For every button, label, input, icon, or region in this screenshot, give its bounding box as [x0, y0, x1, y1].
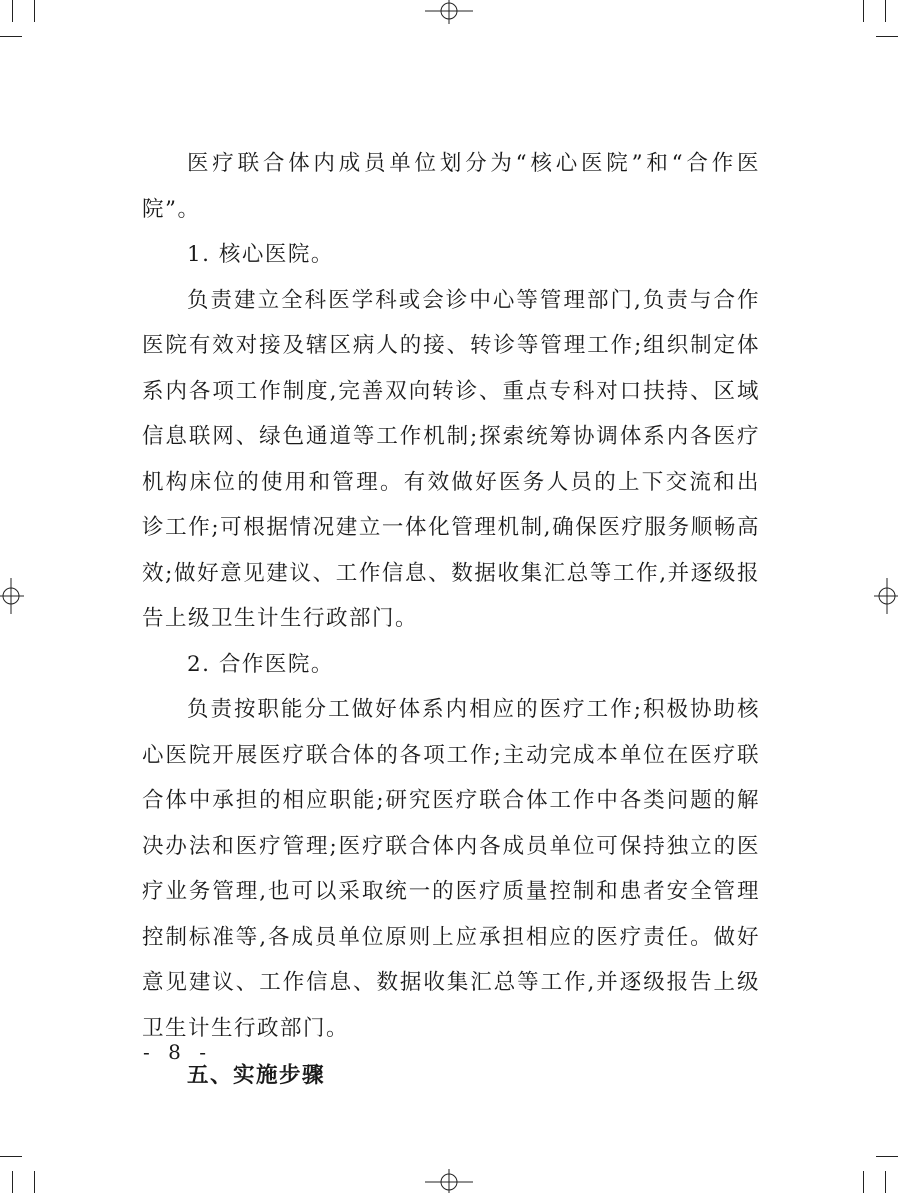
section-heading: 五、实施步骤	[187, 1063, 326, 1088]
registration-target-icon	[425, 1169, 473, 1193]
partner-hospital-paragraph: 负责按职能分工做好体系内相应的医疗工作;积极协助核心医院开展医疗联合体的各项工作;主动完成本单位在医疗联合体中承担的相应职能;研究医疗联合体工作中各类问题的解决办法和医疗管理;医疗联合体内各成员单位可保持独立的医疗业务管理,也可以采取统一的医疗质量控制和患者安全管理控制标准等,各成员单位原则上应承担相应的医疗责任。做好意见建议、工作信息、数据收集汇总等工作,并逐级报告上级卫生计生行政部门。	[142, 697, 760, 1041]
crop-mark-icon	[864, 1157, 898, 1193]
subheading-core-hospital: 1. 核心医院。	[187, 242, 334, 267]
intro-paragraph: 医疗联合体内成员单位划分为“核心医院”和“合作医院”。	[142, 151, 760, 222]
registration-target-icon	[0, 578, 24, 614]
core-hospital-paragraph: 负责建立全科医学科或会诊中心等管理部门,负责与合作医院有效对接及辖区病人的接、转诊等管理工作;组织制定体系内各项工作制度,完善双向转诊、重点专科对口扶持、区域信息联网、绿色通道等工作机制;探索统筹协调体系内各医疗机构床位的使用和管理。有效做好医务人员的上下交流和出诊工作;可根据情况建立一体化管理机制,确保医疗服务顺畅高效;做好意见建议、工作信息、数据收集汇总等工作,并逐级报告上级卫生计生行政部门。	[142, 287, 760, 631]
crop-mark-icon	[0, 1157, 35, 1193]
registration-target-icon	[425, 0, 473, 24]
subheading-partner-hospital: 2. 合作医院。	[187, 651, 334, 677]
registration-target-icon	[874, 578, 898, 614]
document-body	[142, 141, 760, 1099]
crop-mark-icon	[0, 0, 35, 37]
page-number: - 8 -	[143, 1040, 212, 1064]
crop-mark-icon	[864, 0, 898, 37]
